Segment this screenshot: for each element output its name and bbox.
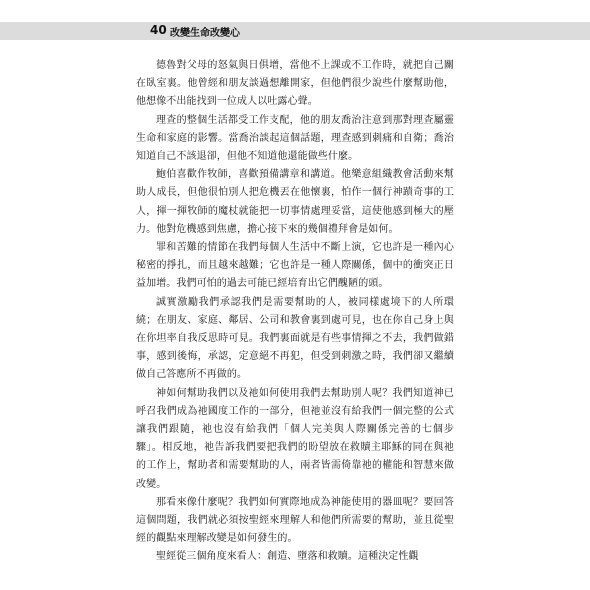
page-number: 40	[150, 23, 167, 37]
paragraph: 那看來像什麼呢？我們如何實際地成為神能使用的器皿呢？要回答這個問題，我們就必須按聖經來理解人和他們所需要的幫助，並且從聖經的觀點來理解改變是如何發生的。	[136, 496, 454, 545]
paragraph: 理查的整個生活都受工作支配，他的朋友喬治注意到那對理查屬靈生命和家庭的影響。當喬治談起這個話題，理查感到刺痛和自衛；喬治知道自己不該退卻，但他不知道他還能做些什麼。	[136, 114, 454, 163]
paragraph: 聖經從三個角度來看人：創造、墮落和救贖。這種決定性觀	[156, 551, 419, 563]
paragraph: 德魯對父母的怒氣與日俱增，當他不上課或不工作時，就把自己關在臥室裏。他曾經和朋友談過想離開家，但他們很少說些什麼幫助他，他想像不出能找到一位成人以吐露心聲。	[136, 60, 454, 108]
paragraph: 誠實激勵我們承認我們是需要幫助的人，被同樣處境下的人所環繞；在朋友、家庭、鄰居、公司和教會裏到處可見，也在你自己身上與在你坦率自我反思時可見。我們裏面就是有些事情揮之不去，我們做錯事，感到後悔，承認，定意絕不再犯，但受到刺激之時，我們卻又繼續做自己答應所不再做的。	[136, 296, 454, 381]
running-header	[0, 22, 590, 40]
paragraph: 神如何幫助我們以及祂如何使用我們去幫助別人呢？我們知道神已呼召我們成為祂國度工作的一部分，但祂並沒有給我們一個完整的公式讓我們跟隨，祂也沒有給我們「個人完美與人際關係完善的七個步驟」。相反地，祂告訴我們要把我們的盼望放在救贖主耶穌的同在與祂的工作上，幫助者和需要幫助的人，兩者皆需倚靠祂的權能和智慧來做改變。	[136, 387, 454, 490]
body-text	[136, 57, 454, 567]
paragraph: 鮑伯喜歡作牧師，喜歡預備講章和講道。他樂意組織教會活動來幫助人成長，但他很怕別人把危機丟在他懷裏，怕作一個行神蹟奇事的工人，揮一揮牧師的魔杖就能把一切事情處理妥當，這使他感到極大的壓力。他對危機感到焦慮，擔心接下來的幾個禮拜會是如何。	[136, 169, 454, 235]
paragraph: 罪和苦難的情節在我們每個人生活中不斷上演，它也許是一種內心秘密的掙扎，而且越來越難；它也許是一種人際關係，個中的衝突正日益加增。我們可怕的過去可能已經培育出它們醜陋的頭。	[136, 242, 454, 290]
book-title: 改變生命改變心	[170, 28, 240, 39]
